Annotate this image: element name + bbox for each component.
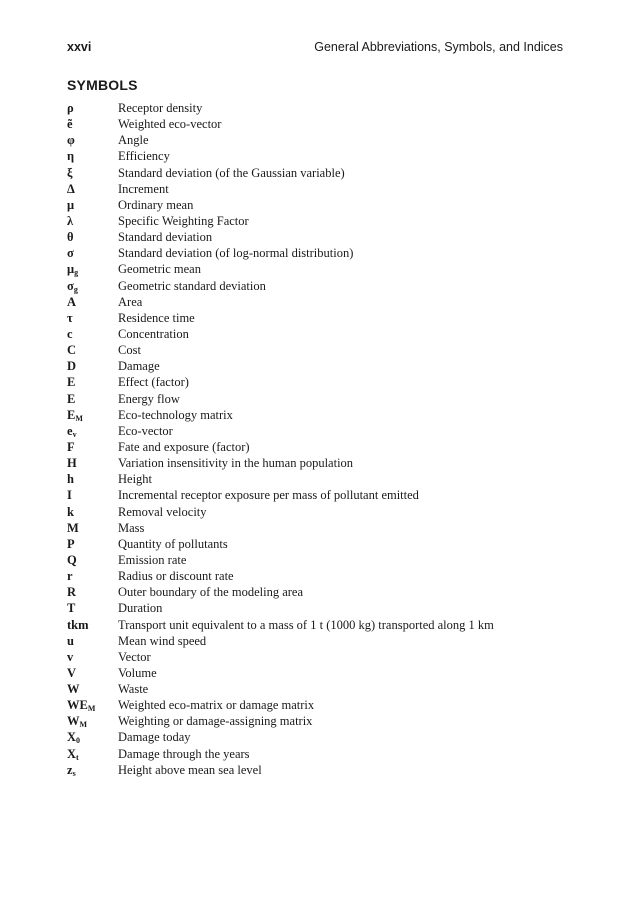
symbol-term xyxy=(67,552,118,568)
symbol-row xyxy=(67,278,567,294)
symbol-row xyxy=(67,407,567,423)
symbol-description: Duration xyxy=(118,601,163,616)
symbol-list xyxy=(67,100,567,778)
symbol-base: H xyxy=(67,456,77,471)
symbol-term xyxy=(67,294,118,310)
symbol-row xyxy=(67,229,567,245)
symbol-base: c xyxy=(67,326,73,341)
symbol-row xyxy=(67,245,567,261)
symbol-base: r xyxy=(67,569,73,584)
symbol-base: Q xyxy=(67,552,77,567)
symbol-base: μ xyxy=(67,197,75,212)
symbol-row xyxy=(67,600,567,616)
symbol-description: Standard deviation (of log-normal distribution) xyxy=(118,246,354,261)
symbol-row xyxy=(67,148,567,164)
symbol-base: X xyxy=(67,746,77,761)
symbol-row xyxy=(67,713,567,729)
symbol-description: Vector xyxy=(118,649,151,664)
symbol-base: M xyxy=(67,520,79,535)
running-title: General Abbreviations, Symbols, and Indices xyxy=(314,40,563,54)
symbol-base: h xyxy=(67,472,74,487)
symbol-term xyxy=(67,471,118,487)
symbol-description: Mean wind speed xyxy=(118,633,207,648)
symbol-term xyxy=(67,665,118,681)
symbol-term xyxy=(67,681,118,697)
symbol-base: A xyxy=(67,294,77,309)
symbol-row xyxy=(67,374,567,390)
symbol-row xyxy=(67,213,567,229)
symbol-row xyxy=(67,358,567,374)
symbol-term xyxy=(67,197,118,213)
symbol-base: θ xyxy=(67,230,74,245)
symbol-subscript: t xyxy=(76,752,79,762)
symbol-description: Increment xyxy=(118,181,169,196)
symbol-term xyxy=(67,116,118,132)
symbol-base: z xyxy=(67,762,73,777)
symbol-term xyxy=(67,584,118,600)
symbol-base: τ xyxy=(67,310,73,325)
symbol-row xyxy=(67,165,567,181)
symbol-term xyxy=(67,310,118,326)
symbol-description: Damage through the years xyxy=(118,746,250,761)
symbol-description: Height xyxy=(118,472,153,487)
symbol-row xyxy=(67,762,567,778)
symbol-base: P xyxy=(67,536,75,551)
symbol-base: μ xyxy=(67,262,75,277)
symbol-base: ẽ xyxy=(67,117,73,132)
symbol-base: λ xyxy=(67,213,74,228)
symbol-term xyxy=(67,600,118,616)
symbol-description: Efficiency xyxy=(118,149,170,164)
symbol-row xyxy=(67,391,567,407)
symbol-description: Weighted eco-matrix or damage matrix xyxy=(118,698,315,713)
symbol-base: T xyxy=(67,601,76,616)
symbol-base: D xyxy=(67,359,77,374)
symbol-base: k xyxy=(67,504,74,519)
symbol-base: E xyxy=(67,391,76,406)
symbol-term xyxy=(67,391,118,407)
symbol-term xyxy=(67,148,118,164)
symbol-term xyxy=(67,374,118,390)
symbol-subscript: v xyxy=(72,429,77,439)
symbol-base: ξ xyxy=(67,165,73,180)
page-header xyxy=(67,40,563,58)
symbol-description: Weighted eco-vector xyxy=(118,117,222,132)
symbol-row xyxy=(67,455,567,471)
symbol-row xyxy=(67,132,567,148)
symbol-term xyxy=(67,165,118,181)
symbol-term xyxy=(67,229,118,245)
symbol-description: Height above mean sea level xyxy=(118,762,262,777)
symbol-subscript: g xyxy=(74,268,79,278)
symbol-subscript: g xyxy=(73,284,78,294)
symbol-description: Waste xyxy=(118,682,149,697)
symbol-base: u xyxy=(67,633,74,648)
symbol-row xyxy=(67,617,567,633)
symbol-term xyxy=(67,536,118,552)
symbol-row xyxy=(67,326,567,342)
symbol-row xyxy=(67,536,567,552)
symbol-description: Cost xyxy=(118,343,141,358)
symbol-base: e xyxy=(67,423,73,438)
symbol-base: C xyxy=(67,343,77,358)
symbol-row xyxy=(67,633,567,649)
symbol-description: Quantity of pollutants xyxy=(118,536,228,551)
symbol-base: v xyxy=(67,649,74,664)
symbol-description: Area xyxy=(118,294,143,309)
symbol-term xyxy=(67,181,118,197)
symbol-row xyxy=(67,181,567,197)
symbol-description: Eco-vector xyxy=(118,423,173,438)
symbol-term xyxy=(67,278,118,294)
symbol-row xyxy=(67,697,567,713)
symbol-term xyxy=(67,520,118,536)
symbol-base: R xyxy=(67,585,77,600)
symbol-row xyxy=(67,584,567,600)
symbol-term xyxy=(67,326,118,342)
symbol-row xyxy=(67,520,567,536)
symbol-row xyxy=(67,261,567,277)
symbol-row xyxy=(67,342,567,358)
symbol-description: Volume xyxy=(118,665,157,680)
symbol-term xyxy=(67,746,118,762)
symbol-base: I xyxy=(67,488,72,503)
symbol-row xyxy=(67,439,567,455)
symbol-term xyxy=(67,762,118,778)
symbol-description: Standard deviation (of the Gaussian variable) xyxy=(118,165,345,180)
page-number: xxvi xyxy=(67,40,92,54)
symbol-description: Emission rate xyxy=(118,552,187,567)
symbol-subscript: s xyxy=(72,768,76,778)
symbol-subscript: M xyxy=(87,704,96,714)
symbol-description: Energy flow xyxy=(118,391,180,406)
symbol-description: Variation insensitivity in the human population xyxy=(118,456,354,471)
symbol-base: tkm xyxy=(67,617,89,632)
symbol-row xyxy=(67,665,567,681)
symbol-description: Weighting or damage-assigning matrix xyxy=(118,714,313,729)
symbol-base: φ xyxy=(67,133,75,148)
symbol-description: Specific Weighting Factor xyxy=(118,213,249,228)
symbol-description: Ordinary mean xyxy=(118,197,194,212)
symbol-term xyxy=(67,713,118,729)
symbol-base: F xyxy=(67,439,75,454)
symbol-row xyxy=(67,471,567,487)
symbol-description: Incremental receptor exposure per mass of pollutant emitted xyxy=(118,488,419,503)
symbol-row xyxy=(67,681,567,697)
symbol-row xyxy=(67,310,567,326)
symbol-description: Fate and exposure (factor) xyxy=(118,439,250,454)
symbol-row xyxy=(67,197,567,213)
symbol-base: WE xyxy=(67,698,88,713)
symbol-description: Radius or discount rate xyxy=(118,569,234,584)
symbol-term xyxy=(67,213,118,229)
symbol-term xyxy=(67,568,118,584)
symbol-term xyxy=(67,649,118,665)
symbol-description: Removal velocity xyxy=(118,504,207,519)
symbol-base: W xyxy=(67,682,80,697)
symbol-base: ρ xyxy=(67,101,74,115)
symbol-description: Standard deviation xyxy=(118,230,213,245)
symbol-description: Damage today xyxy=(118,730,191,745)
symbol-subscript: M xyxy=(75,413,83,423)
symbol-description: Effect (factor) xyxy=(118,375,189,390)
symbol-base: σ xyxy=(67,278,74,293)
symbol-base: X xyxy=(67,730,77,745)
section-heading: SYMBOLS xyxy=(67,77,138,93)
symbol-base: σ xyxy=(67,246,74,261)
symbol-description: Receptor density xyxy=(118,101,203,115)
symbol-row xyxy=(67,729,567,745)
symbol-term xyxy=(67,358,118,374)
symbol-term xyxy=(67,439,118,455)
symbol-description: Outer boundary of the modeling area xyxy=(118,585,304,600)
symbol-description: Transport unit equivalent to a mass of 1 t (1000 kg) transported along 1 km xyxy=(118,617,494,632)
symbol-term xyxy=(67,487,118,503)
symbol-term xyxy=(67,342,118,358)
symbol-term xyxy=(67,245,118,261)
symbol-row xyxy=(67,504,567,520)
symbol-base: W xyxy=(67,714,80,729)
symbol-base: Δ xyxy=(67,181,75,196)
symbol-term xyxy=(67,407,118,423)
symbol-base: η xyxy=(67,149,75,164)
symbol-term xyxy=(67,455,118,471)
symbol-row xyxy=(67,116,567,132)
symbol-description: Geometric mean xyxy=(118,262,201,277)
symbol-term xyxy=(67,100,118,116)
symbol-base: E xyxy=(67,407,76,422)
symbol-subscript: 0 xyxy=(76,736,81,746)
symbol-row xyxy=(67,568,567,584)
symbol-term xyxy=(67,132,118,148)
symbol-description: Eco-technology matrix xyxy=(118,407,233,422)
symbol-term xyxy=(67,729,118,745)
symbol-term xyxy=(67,633,118,649)
symbol-description: Damage xyxy=(118,359,160,374)
symbol-description: Mass xyxy=(118,520,145,535)
symbol-term xyxy=(67,261,118,277)
symbol-term xyxy=(67,504,118,520)
symbol-term xyxy=(67,423,118,439)
symbol-row xyxy=(67,649,567,665)
symbol-base: V xyxy=(67,665,77,680)
symbol-row xyxy=(67,294,567,310)
symbol-row xyxy=(67,423,567,439)
symbol-base: E xyxy=(67,375,76,390)
symbol-description: Residence time xyxy=(118,310,195,325)
symbol-description: Geometric standard deviation xyxy=(118,278,266,293)
symbol-row xyxy=(67,487,567,503)
symbol-subscript: M xyxy=(79,720,88,730)
symbol-description: Concentration xyxy=(118,326,189,341)
symbol-term xyxy=(67,617,118,633)
symbol-description: Angle xyxy=(118,133,149,148)
symbol-row xyxy=(67,552,567,568)
symbol-row xyxy=(67,100,567,116)
symbol-term xyxy=(67,697,118,713)
symbol-row xyxy=(67,746,567,762)
